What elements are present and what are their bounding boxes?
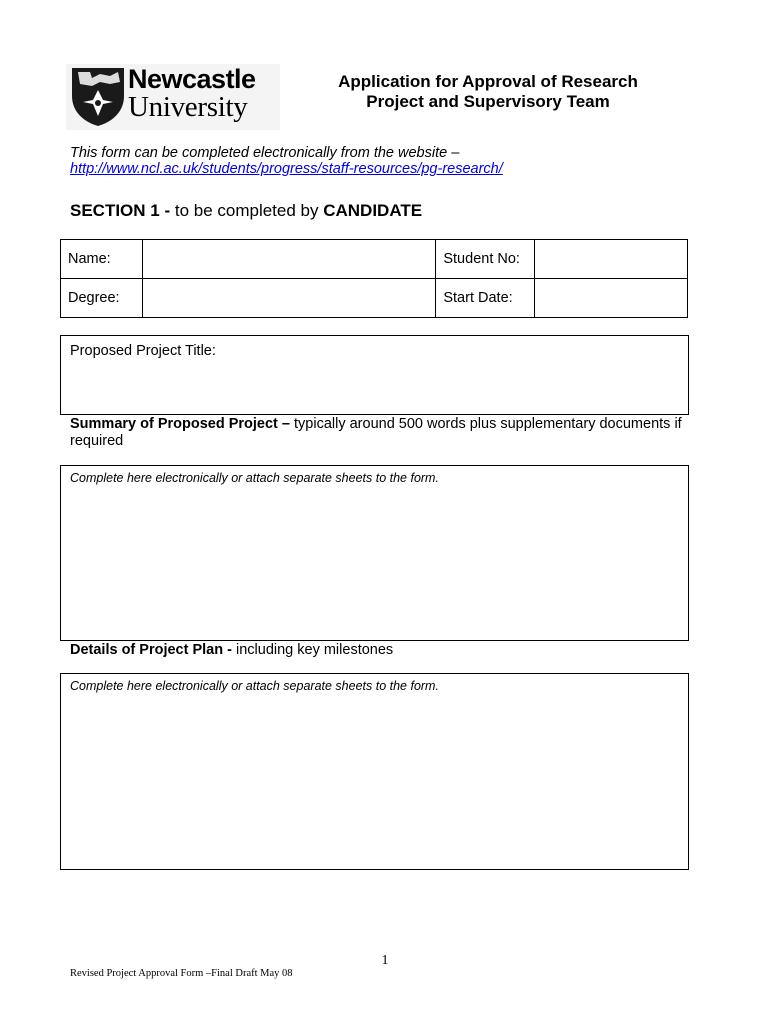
candidate-details-table bbox=[60, 239, 688, 318]
degree-field[interactable] bbox=[142, 279, 435, 318]
table-row bbox=[61, 279, 688, 318]
section-1-heading bbox=[70, 201, 422, 221]
plan-heading-bold: Details of Project Plan - bbox=[70, 642, 232, 658]
plan-heading-rest: including key milestones bbox=[231, 642, 394, 658]
name-label: Name: bbox=[61, 240, 143, 279]
page-footer: Revised Project Approval Form –Final Draft May 08 bbox=[70, 968, 293, 979]
plan-hint: Complete here electronically or attach separate sheets to the form. bbox=[70, 679, 439, 693]
intro-sentence: This form can be completed electronically from the website – bbox=[70, 145, 460, 161]
name-field[interactable] bbox=[142, 240, 435, 279]
summary-heading bbox=[70, 416, 690, 450]
start-date-field[interactable] bbox=[535, 279, 688, 318]
student-no-field[interactable] bbox=[535, 240, 688, 279]
plan-field[interactable] bbox=[60, 673, 689, 870]
table-row bbox=[61, 240, 688, 279]
university-crest-icon bbox=[70, 66, 126, 128]
start-date-label: Start Date: bbox=[436, 279, 535, 318]
student-no-label: Student No: bbox=[436, 240, 535, 279]
section-heading-suffix: CANDIDATE bbox=[323, 201, 423, 220]
summary-heading-bold: Summary of Proposed Project – bbox=[70, 416, 290, 432]
summary-heading-rest: typically around 500 words plus supplementary documents if required bbox=[70, 416, 682, 449]
intro-text bbox=[70, 145, 710, 177]
page-number: 1 bbox=[381, 953, 389, 968]
degree-label: Degree: bbox=[61, 279, 143, 318]
logo-wordmark-university: University bbox=[128, 91, 248, 123]
section-heading-middle: to be completed by bbox=[170, 201, 324, 220]
section-heading-prefix: SECTION 1 - bbox=[70, 201, 171, 220]
project-title-label: Proposed Project Title: bbox=[70, 343, 216, 359]
plan-heading bbox=[70, 642, 690, 659]
university-logo bbox=[66, 64, 280, 130]
logo-wordmark-newcastle: Newcastle bbox=[128, 64, 256, 94]
summary-field[interactable] bbox=[60, 465, 689, 641]
document-title bbox=[318, 72, 658, 112]
project-title-field[interactable] bbox=[60, 335, 689, 415]
summary-hint: Complete here electronically or attach separate sheets to the form. bbox=[70, 471, 439, 485]
document-title-line-1: Application for Approval of Research bbox=[338, 72, 638, 91]
website-link[interactable]: http://www.ncl.ac.uk/students/progress/staff-resources/pg-research/ bbox=[70, 161, 503, 177]
document-title-line-2: Project and Supervisory Team bbox=[366, 92, 610, 111]
